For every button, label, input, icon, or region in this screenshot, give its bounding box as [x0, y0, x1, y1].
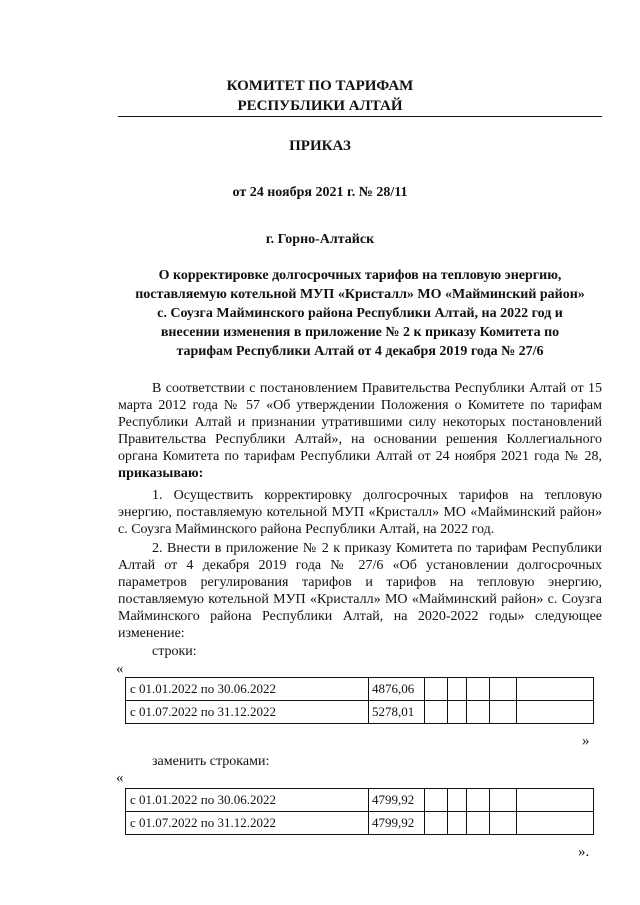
- open-quote-old: «: [116, 661, 124, 677]
- close-quote-old: »: [582, 733, 590, 749]
- table-row: [126, 812, 594, 835]
- old-tariff-table: [125, 677, 594, 724]
- doc-title-line: внесении изменения в приложение № 2 к приказу Комитета по: [160, 325, 560, 340]
- close-quote-new: ».: [578, 844, 590, 860]
- new-tariff-table: [125, 788, 594, 835]
- empty-cell: [467, 812, 490, 835]
- doc-date-number: от 24 ноября 2021 г. № 28/11: [232, 185, 408, 200]
- table-row: [126, 678, 594, 701]
- doc-title-line: с. Соузга Майминского района Республики Алтай, на 2022 год и: [157, 306, 563, 321]
- period-cell: с 01.01.2022 по 30.06.2022: [126, 789, 369, 812]
- empty-cell: [517, 701, 594, 724]
- doc-title-line: поставляемую котельной МУП «Кристалл» МО «Майминский район»: [135, 287, 585, 302]
- empty-cell: [425, 678, 448, 701]
- empty-cell: [490, 678, 517, 701]
- period-cell: с 01.07.2022 по 31.12.2022: [126, 701, 369, 724]
- doc-type: ПРИКАЗ: [289, 138, 351, 154]
- doc-title-line: О корректировке долгосрочных тарифов на тепловую энергию,: [158, 268, 562, 283]
- empty-cell: [448, 678, 467, 701]
- empty-cell: [490, 701, 517, 724]
- empty-cell: [517, 812, 594, 835]
- empty-cell: [517, 678, 594, 701]
- doc-title-line: тарифам Республики Алтай от 4 декабря 2019 года № 27/6: [176, 344, 544, 359]
- tariff-value-cell: 5278,01: [369, 701, 425, 724]
- open-quote-new: «: [116, 770, 124, 786]
- empty-cell: [490, 812, 517, 835]
- item-2-paragraph: 2. Внести в приложение № 2 к приказу Комитета по тарифам Республики Алтай от 4 декабря 2019 года № 27/6 «Об установлении долгосрочных параметров регулирования тарифов и тарифов на тепловую энергию, поставляемую котельной МУП «Кристалл» МО «Майминский район» с. Соузга Майминского района Республики Алтай, на 2020-2022 годы» следующее изменение:: [118, 541, 602, 641]
- tariff-value-cell: 4799,92: [369, 789, 425, 812]
- empty-cell: [490, 789, 517, 812]
- item-1-paragraph: 1. Осуществить корректировку долгосрочных тарифов на тепловую энергию, поставляемую котельной МУП «Кристалл» МО «Майминский район» с. Соузга Майминского района Республики Алтай, на 2022 год.: [118, 488, 602, 537]
- empty-cell: [467, 678, 490, 701]
- doc-city: г. Горно-Алтайск: [265, 232, 375, 247]
- tariff-value-cell: 4799,92: [369, 812, 425, 835]
- empty-cell: [467, 701, 490, 724]
- table-row: [126, 789, 594, 812]
- empty-cell: [425, 789, 448, 812]
- empty-cell: [425, 701, 448, 724]
- empty-cell: [467, 789, 490, 812]
- header-rule: [118, 116, 602, 117]
- order-word: приказываю:: [118, 466, 204, 481]
- empty-cell: [448, 789, 467, 812]
- rows-label: строки:: [152, 644, 197, 659]
- org-name-line1: КОМИТЕТ ПО ТАРИФАМ: [226, 78, 414, 94]
- period-cell: с 01.01.2022 по 30.06.2022: [126, 678, 369, 701]
- empty-cell: [448, 812, 467, 835]
- replace-label: заменить строками:: [152, 754, 270, 769]
- table-row: [126, 701, 594, 724]
- period-cell: с 01.07.2022 по 31.12.2022: [126, 812, 369, 835]
- tariff-value-cell: 4876,06: [369, 678, 425, 701]
- empty-cell: [517, 789, 594, 812]
- org-name-line2: РЕСПУБЛИКИ АЛТАЙ: [237, 98, 403, 114]
- preamble-paragraph: [118, 380, 602, 482]
- empty-cell: [448, 701, 467, 724]
- preamble-text: В соответствии с постановлением Правительства Республики Алтай от 15 марта 2012 года № 57 «Об утверждении Положения о Комитете по тарифам Республики Алтай и признании утратившими силу некоторых постановлений Правительства Республики Алтай», на основании решения Коллегиального органа Комитета по тарифам Республики Алтай от 24 ноября 2021 года № 28,: [118, 381, 602, 464]
- doc-title: [112, 266, 608, 361]
- empty-cell: [425, 812, 448, 835]
